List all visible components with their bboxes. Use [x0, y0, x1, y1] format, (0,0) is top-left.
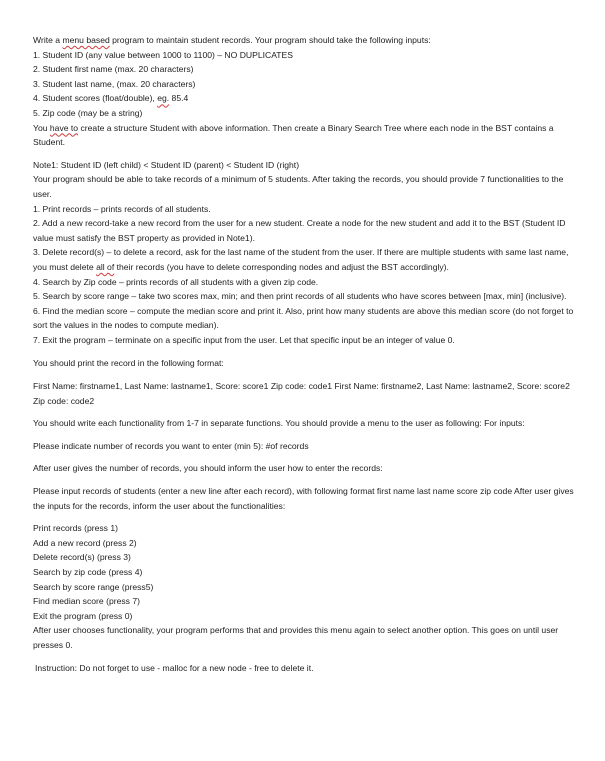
functionality-item: 4. Search by Zip code – prints records of all students with a given zip code.: [33, 276, 319, 287]
format-intro: You should print the record in the following format:: [33, 358, 224, 369]
intro-line: Write a menu based program to maintain student records. Your program should take the following inputs:: [33, 35, 431, 45]
menu-intro: You should write each functionality from 1-7 in separate functions. You should provide a menu to the user as following: For inputs:: [33, 418, 525, 429]
functionality-item: 7. Exit the program – terminate on a specific input from the user. Let that specific input be an integer of value 0.: [33, 334, 455, 345]
structure-paragraph: You have to create a structure Student with above information. Then create a Binary Search Tree where each node in the BST contains a Student.: [33, 122, 554, 148]
menu-item: Search by zip code (press 4): [33, 567, 143, 577]
format-example: First Name: firstname1, Last Name: lastname1, Score: score1 Zip code: code1 First Name: firstname2, Last Name: lastname2, Score: score2 Zip code: code2: [33, 381, 570, 406]
input-item: 1. Student ID (any value between 1000 to 1100) – NO DUPLICATES: [33, 49, 294, 60]
spell-flag-eg: eg.: [157, 93, 170, 104]
menu-item: Add a new record (press 2): [33, 537, 137, 548]
spell-flag-have-to: have to: [49, 122, 79, 133]
menu-item: Find median score (press 7): [33, 596, 140, 607]
prompt-record-count: Please indicate number of records you want to enter (min 5): #of records: [33, 440, 309, 451]
input-format-text: Please input records of students (enter a new line after each record), with following format first name last name score zip code After user gives the inputs for the records, inform the user about the functionalities:: [33, 486, 574, 511]
instruction-line: Instruction: Do not forget to use - malloc for a new node - free to delete it.: [35, 662, 314, 673]
menu-item: Print records (press 1): [33, 523, 119, 534]
spell-flag-all-of: all of: [96, 261, 115, 272]
menu-item: Search by score range (press5): [33, 581, 154, 592]
functionality-item: 5. Search by score range – take two scores max, min; and then print records of all students who have scores between [max, min] (inclusive).: [33, 291, 567, 302]
menu-item: Delete record(s) (press 3): [33, 552, 131, 563]
menu-after-text: After user chooses functionality, your program performs that and provides this menu again to select another option. This goes on until user presses 0.: [33, 625, 559, 650]
input-item: 4. Student scores (float/double), eg. 85.4: [33, 93, 189, 104]
functionalities-intro: Your program should be able to take records of a minimum of 5 students. After taking the records, you should provide 7 functionalities to the user.: [33, 174, 564, 199]
functionality-item: 2. Add a new record-take a new record from the user for a new student. Create a node for the new student and add it to the BST (Student ID value must satisfy the BST property as provided in Note1).: [33, 218, 566, 243]
functionality-item: 1. Print records – prints records of all students.: [33, 203, 211, 214]
menu-item: Exit the program (press 0): [33, 610, 133, 621]
input-item: 2. Student first name (max. 20 characters): [33, 64, 194, 75]
menu-list: [33, 521, 575, 623]
input-item: 3. Student last name, (max. 20 characters): [33, 78, 196, 89]
after-count-text: After user gives the number of records, you should inform the user how to enter the records:: [33, 463, 383, 474]
note1: Note1: Student ID (left child) < Student ID (parent) < Student ID (right): [33, 159, 300, 170]
input-item: 5. Zip code (may be a string): [33, 107, 143, 118]
spell-flag-menu-based: menu based: [62, 35, 110, 45]
functionality-item: 6. Find the median score – compute the median score and print it. Also, print how many students are above this median score (do not forget to sort the values in the nodes to compute median).: [33, 305, 574, 331]
functionality-item: 3. Delete record(s) – to delete a record, ask for the last name of the student from the user. If there are multiple students with same last name, you must delete all of their records (you have to delete corresponding nodes and adjust the BST accordingly).: [33, 247, 569, 272]
